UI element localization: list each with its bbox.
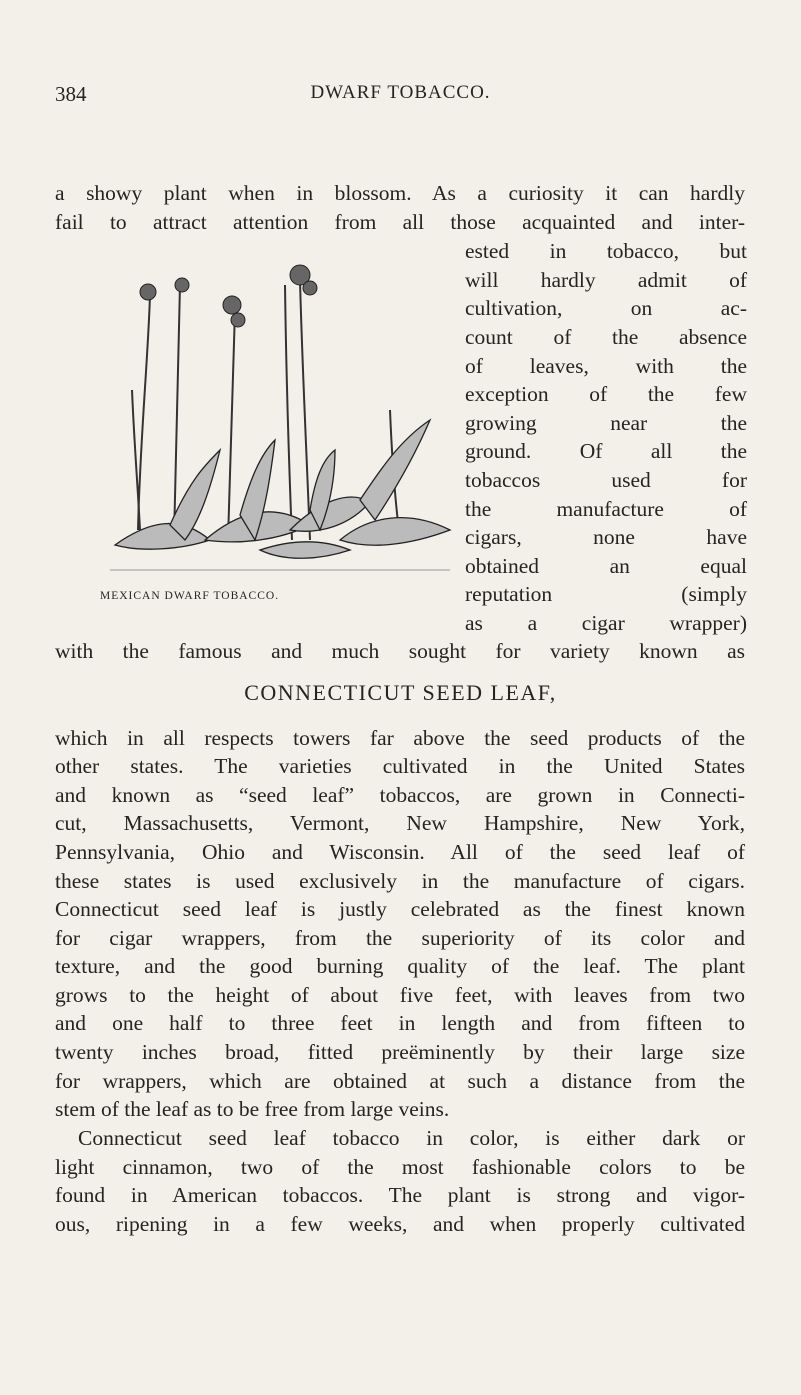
text-line: other states. The varieties cultivated in the United States (55, 754, 745, 778)
text-line: twenty inches broad, fitted preëminently by their large size (55, 1040, 745, 1064)
text-line: with the famous and much sought for variety known as (55, 639, 745, 663)
text-line: ested in tobacco, but (465, 239, 747, 263)
text-line: cultivation, on ac- (465, 296, 747, 320)
text-line: ous, ripening in a few weeks, and when properly cultivated (55, 1212, 745, 1236)
text-line: these states is used exclusively in the manufacture of cigars. (55, 869, 745, 893)
text-line: grows to the height of about five feet, with leaves from two (55, 983, 745, 1007)
text-line: Connecticut seed leaf tobacco in color, is either dark or (78, 1126, 745, 1150)
text-line: for cigar wrappers, from the superiority of its color and (55, 926, 745, 950)
text-line: obtained an equal (465, 554, 747, 578)
text-line: reputation (simply (465, 582, 747, 606)
page-number: 384 (55, 82, 87, 106)
text-line: and one half to three feet in length and from fifteen to (55, 1011, 745, 1035)
text-line: growing near the (465, 411, 747, 435)
mexican-dwarf-tobacco-illustration (110, 240, 460, 585)
text-line: ground. Of all the (465, 439, 747, 463)
text-line: cigars, none have (465, 525, 747, 549)
text-line: found in American tobaccos. The plant is strong and vigor- (55, 1183, 745, 1207)
figure-caption: MEXICAN DWARF TOBACCO. (100, 590, 280, 602)
text-line: which in all respects towers far above the seed products of the (55, 726, 745, 750)
text-line: will hardly admit of (465, 268, 747, 292)
text-line: a showy plant when in blossom. As a curiosity it can hardly (55, 181, 745, 205)
text-line: of leaves, with the (465, 354, 747, 378)
text-line: texture, and the good burning quality of the leaf. The plant (55, 954, 745, 978)
text-line: and known as “seed leaf” tobaccos, are grown in Connecti- (55, 783, 745, 807)
text-line: count of the absence (465, 325, 747, 349)
text-line: exception of the few (465, 382, 747, 406)
text-line: Pennsylvania, Ohio and Wisconsin. All of the seed leaf of (55, 840, 745, 864)
running-title: DWARF TOBACCO. (310, 82, 491, 103)
text-line: for wrappers, which are obtained at such a distance from the (55, 1069, 745, 1093)
text-line: as a cigar wrapper) (465, 611, 747, 635)
text-line: cut, Massachusetts, Vermont, New Hampshire, New York, (55, 811, 745, 835)
text-line: fail to attract attention from all those acquainted and inter- (55, 210, 745, 234)
text-line: tobaccos used for (465, 468, 747, 492)
text-line: Connecticut seed leaf is justly celebrated as the finest known (55, 897, 745, 921)
section-heading: CONNECTICUT SEED LEAF, (244, 680, 557, 705)
text-line: the manufacture of (465, 497, 747, 521)
text-line: light cinnamon, two of the most fashionable colors to be (55, 1155, 745, 1179)
text-line: stem of the leaf as to be free from large veins. (55, 1097, 450, 1121)
